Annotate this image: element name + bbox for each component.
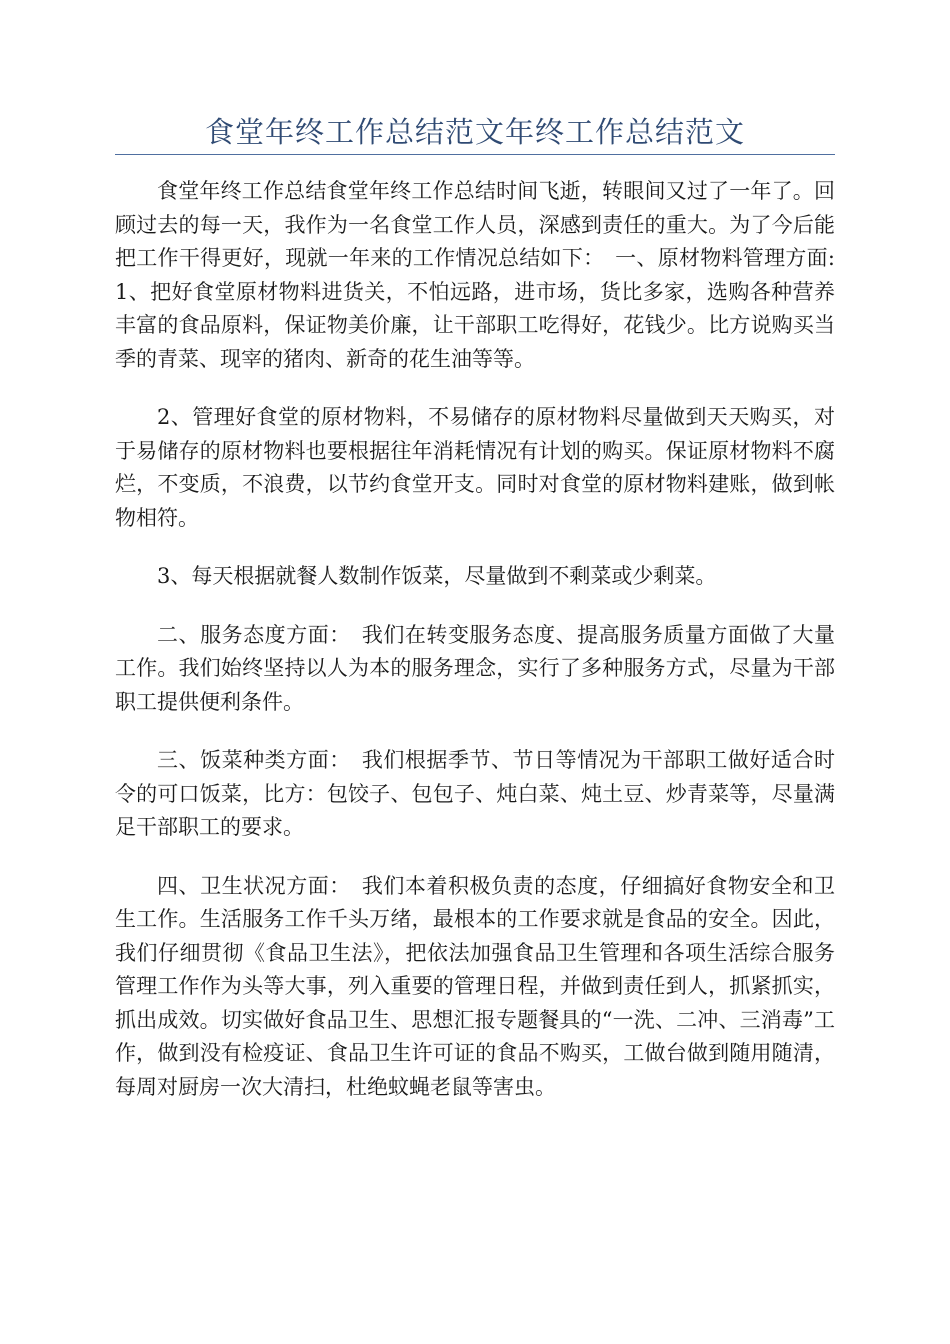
paragraph-6: 四、卫生状况方面： 我们本着积极负责的态度，仔细搞好食物安全和卫生工作。生活服务工作千头万绪，最根本的工作要求就是食品的安全。因此，我们仔细贯彻《食品卫生法》，把依法加强食品卫生管理和各项生活综合服务管理工作作为头等大事，列入重要的管理日程，并做到责任到人，抓紧抓实，抓出成效。切实做好食品卫生、思想汇报专题餐具的“一洗、二冲、三消毒”工作，做到没有检疫证、食品卫生许可证的食品不购买，工做台做到随用随清，每周对厨房一次大清扫，杜绝蚊蝇老鼠等害虫。 <box>115 873 835 1099</box>
document-body <box>115 175 835 1129</box>
paragraph-1: 食堂年终工作总结食堂年终工作总结时间飞逝，转眼间又过了一年了。回顾过去的每一天，我作为一名食堂工作人员，深感到责任的重大。为了今后能把工作干得更好，现就一年来的工作情况总结如下： 一、原材物料管理方面:1、把好食堂原材物料进货关，不怕远路，进市场，货比多家，选购各种营养丰富的食品原料，保证物美价廉，让干部职工吃得好，花钱少。比方说购买当季的青菜、现宰的猪肉、新奇的花生油等等。 <box>115 179 835 371</box>
paragraph-4: 二、服务态度方面： 我们在转变服务态度、提高服务质量方面做了大量工作。我们始终坚持以人为本的服务理念，实行了多种服务方式，尽量为干部职工提供便利条件。 <box>115 622 835 714</box>
paragraph-2: 2、管理好食堂的原材物料，不易储存的原材物料尽量做到天天购买，对于易储存的原材物料也要根据往年消耗情况有计划的购买。保证原材物料不腐烂，不变质，不浪费，以节约食堂开支。同时对食堂的原材物料建账，做到帐物相符。 <box>115 405 835 530</box>
paragraph-3: 3、每天根据就餐人数制作饭菜，尽量做到不剩菜或少剩菜。 <box>157 564 717 588</box>
title-underline <box>115 154 835 155</box>
paragraph-5: 三、饭菜种类方面： 我们根据季节、节日等情况为干部职工做好适合时令的可口饭菜，比方：包饺子、包包子、炖白菜、炖土豆、炒青菜等，尽量满足干部职工的要求。 <box>115 748 835 839</box>
document-title: 食堂年终工作总结范文年终工作总结范文 <box>204 115 745 149</box>
